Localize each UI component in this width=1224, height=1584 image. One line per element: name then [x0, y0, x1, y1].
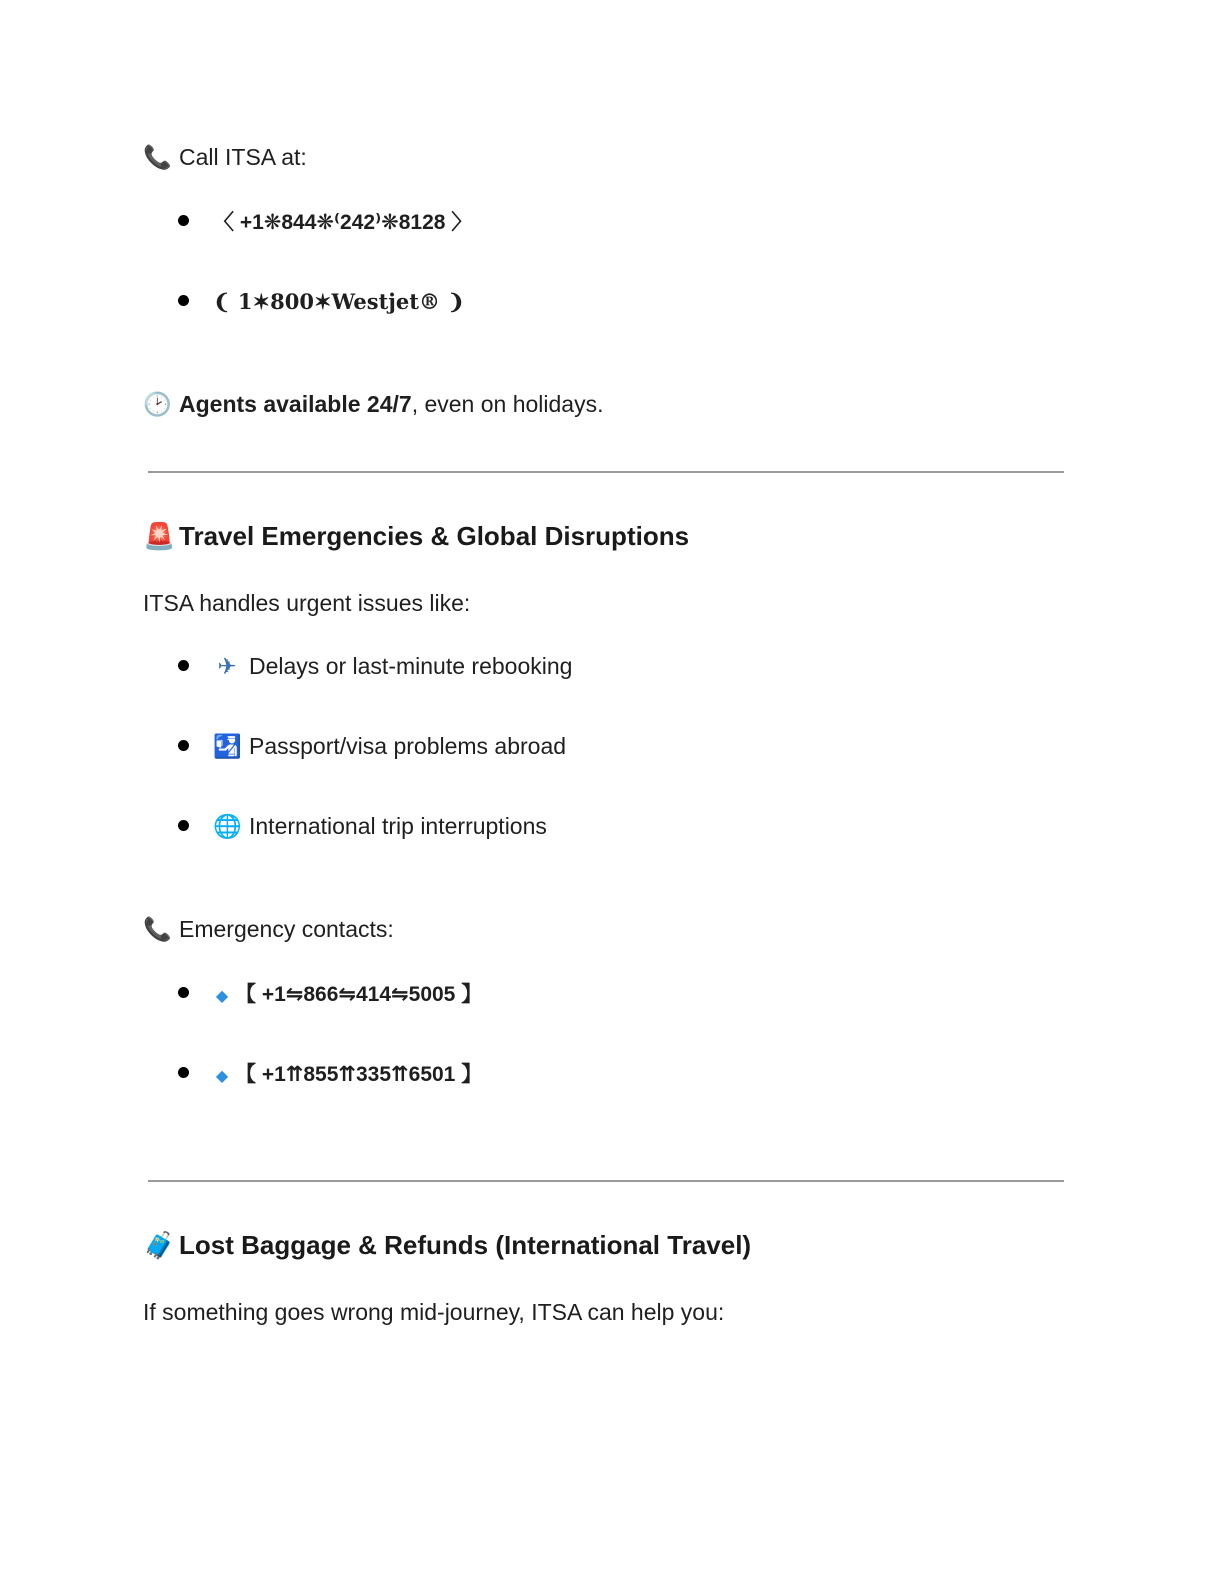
bullet-icon: [178, 820, 189, 831]
bullet-icon: [178, 987, 189, 998]
bullet-icon: [178, 1067, 189, 1078]
section-heading-emergencies: [143, 520, 689, 553]
list-item-text: Passport/visa problems abroad: [249, 733, 567, 759]
bullet-icon: [178, 660, 189, 671]
list-item: [178, 811, 547, 841]
emergencies-intro: ITSA handles urgent issues like:: [143, 590, 471, 616]
list-item: [178, 286, 465, 316]
list-item: [178, 1058, 482, 1088]
list-item-text: International trip interruptions: [249, 813, 547, 839]
list-item: [178, 978, 482, 1008]
list-item: [178, 651, 572, 681]
bullet-icon: [178, 740, 189, 751]
list-item: [178, 731, 566, 761]
emergency-contacts-line: [143, 914, 394, 945]
phone-number[interactable]: 【 +1⇋866⇋414⇋5005 】: [235, 983, 483, 1006]
call-itsa-line: [143, 142, 307, 173]
passport-control-icon: 🛂: [213, 734, 242, 760]
availability-bold: Agents available 24/7: [179, 391, 412, 417]
telephone-receiver-icon: 📞: [143, 917, 172, 943]
telephone-receiver-icon: 📞: [143, 145, 172, 171]
section-heading-baggage: [143, 1229, 751, 1262]
bullet-icon: [178, 215, 189, 226]
rotating-light-icon: 🚨: [143, 522, 176, 552]
phone-number[interactable]: ❨ 1✶800✶Westjet® ❩: [213, 289, 465, 314]
globe-icon: 🌐: [213, 814, 242, 840]
list-item-text: Delays or last-minute rebooking: [249, 653, 573, 679]
luggage-icon: 🧳: [143, 1231, 176, 1261]
list-item: [178, 206, 472, 236]
small-blue-diamond-icon: ◆: [215, 1066, 229, 1085]
airplane-icon: ✈: [217, 654, 237, 680]
small-blue-diamond-icon: ◆: [215, 986, 229, 1005]
call-itsa-label: Call ITSA at:: [179, 144, 307, 170]
divider: [148, 1180, 1064, 1182]
availability-rest: , even on holidays.: [411, 391, 604, 417]
heading-text: Travel Emergencies & Global Disruptions: [179, 521, 690, 551]
baggage-intro: If something goes wrong mid-journey, ITSA can help you:: [143, 1299, 725, 1325]
bullet-icon: [178, 295, 189, 306]
clock-icon: 🕑: [143, 392, 172, 418]
phone-number[interactable]: 〈 +1❋844❋⁽242⁾❋8128 〉: [213, 211, 473, 234]
phone-number[interactable]: 【 +1⇈855⇈335⇈6501 】: [235, 1063, 483, 1086]
availability-line: [143, 389, 603, 420]
emergency-contacts-label: Emergency contacts:: [179, 916, 394, 942]
heading-text: Lost Baggage & Refunds (International Travel): [179, 1230, 752, 1260]
divider: [148, 471, 1064, 473]
